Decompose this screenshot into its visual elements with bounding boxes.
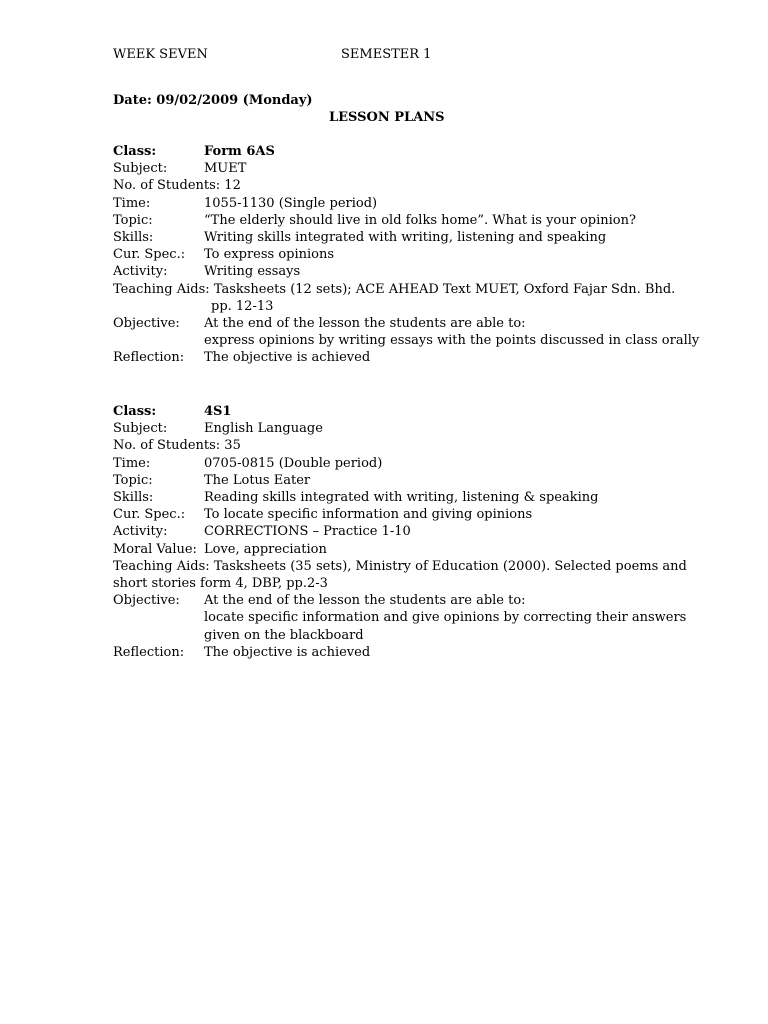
skills-label: Skills:: [113, 490, 154, 506]
students-row: No. of Students: 12: [113, 178, 241, 194]
objective-continued-2: [113, 627, 673, 644]
moral-value-label: Moral Value:: [113, 541, 197, 557]
lesson-plan-2: [113, 403, 687, 661]
objective-line-1: At the end of the lesson the students are able to:: [204, 316, 526, 332]
activity-value: Writing essays: [204, 264, 301, 280]
class-value: Form 6AS: [204, 144, 275, 159]
class-label: Class:: [113, 144, 157, 159]
reflection-value: The objective is achieved: [204, 350, 371, 366]
activity-value: CORRECTIONS – Practice 1-10: [204, 524, 411, 540]
time-label: Time:: [113, 195, 151, 211]
teaching-aids-pages: pp. 12-13: [211, 298, 274, 314]
time-row: [113, 195, 673, 212]
week-heading: WEEK SEVEN: [113, 47, 208, 62]
curspec-value: To locate specific information and giving opinions: [204, 507, 533, 523]
time-label: Time:: [113, 455, 151, 471]
curspec-row: [113, 246, 673, 263]
topic-value: The Lotus Eater: [204, 472, 311, 488]
teaching-aids-line: Teaching Aids: Tasksheets (35 sets), Ministry of Education (2000). Selected poems and: [113, 558, 687, 574]
moral-value-value: Love, appreciation: [204, 541, 327, 557]
topic-value: “The elderly should live in old folks home”. What is your opinion?: [204, 212, 636, 228]
class-label: Class:: [113, 404, 157, 419]
curspec-label: Cur. Spec.:: [113, 507, 186, 523]
subject-label: Subject:: [113, 161, 168, 177]
time-value: 1055-1130 (Single period): [204, 195, 378, 211]
students-row: No. of Students: 35: [113, 438, 241, 454]
objective-continued: [113, 609, 687, 626]
teaching-aids-continued: [113, 298, 673, 315]
lesson-plan-1: [113, 143, 700, 367]
reflection-label: Reflection:: [113, 350, 185, 366]
subject-row: [113, 420, 673, 437]
skills-label: Skills:: [113, 230, 154, 246]
semester-heading: SEMESTER 1: [341, 47, 432, 62]
time-value: 0705-0815 (Double period): [204, 455, 383, 471]
topic-label: Topic:: [113, 472, 153, 488]
curspec-row: [113, 506, 673, 523]
moral-value-row: [113, 541, 673, 558]
activity-label: Activity:: [113, 524, 168, 540]
objective-label: Objective:: [113, 593, 180, 609]
reflection-row: [113, 349, 673, 366]
subject-row: [113, 160, 673, 177]
skills-row: [113, 229, 673, 246]
skills-row: [113, 489, 673, 506]
topic-row: [113, 212, 673, 229]
reflection-row: [113, 644, 673, 661]
objective-line-2: locate specific information and give opinions by correcting their answers: [204, 610, 687, 626]
activity-label: Activity:: [113, 264, 168, 280]
objective-label: Objective:: [113, 316, 180, 332]
topic-row: [113, 472, 673, 489]
teaching-aids-line: Teaching Aids: Tasksheets (12 sets); ACE AHEAD Text MUET, Oxford Fajar Sdn. Bhd.: [113, 281, 676, 297]
skills-value: Reading skills integrated with writing, listening & speaking: [204, 490, 599, 506]
curspec-label: Cur. Spec.:: [113, 247, 186, 263]
skills-value: Writing skills integrated with writing, listening and speaking: [204, 230, 607, 246]
objective-row: [113, 315, 673, 332]
objective-line-1: At the end of the lesson the students are able to:: [204, 593, 526, 609]
activity-row: [113, 523, 673, 540]
objective-continued: [113, 332, 700, 349]
time-row: [113, 455, 673, 472]
subject-value: English Language: [204, 421, 323, 437]
reflection-value: The objective is achieved: [204, 644, 371, 660]
subject-value: MUET: [204, 161, 247, 177]
objective-line-3: given on the blackboard: [204, 627, 364, 643]
topic-label: Topic:: [113, 212, 153, 228]
date-heading: Date: 09/02/2009 (Monday): [113, 93, 313, 108]
page-title: LESSON PLANS: [329, 110, 445, 125]
activity-row: [113, 263, 673, 280]
subject-label: Subject:: [113, 421, 168, 437]
objective-line-2: express opinions by writing essays with the points discussed in class orally: [204, 333, 700, 349]
teaching-aids-line-2: short stories form 4, DBP, pp.2-3: [113, 576, 328, 592]
class-row: [113, 403, 673, 420]
objective-row: [113, 592, 673, 609]
curspec-value: To express opinions: [204, 247, 335, 263]
class-value: 4S1: [204, 404, 232, 419]
class-row: [113, 143, 673, 160]
reflection-label: Reflection:: [113, 644, 185, 660]
